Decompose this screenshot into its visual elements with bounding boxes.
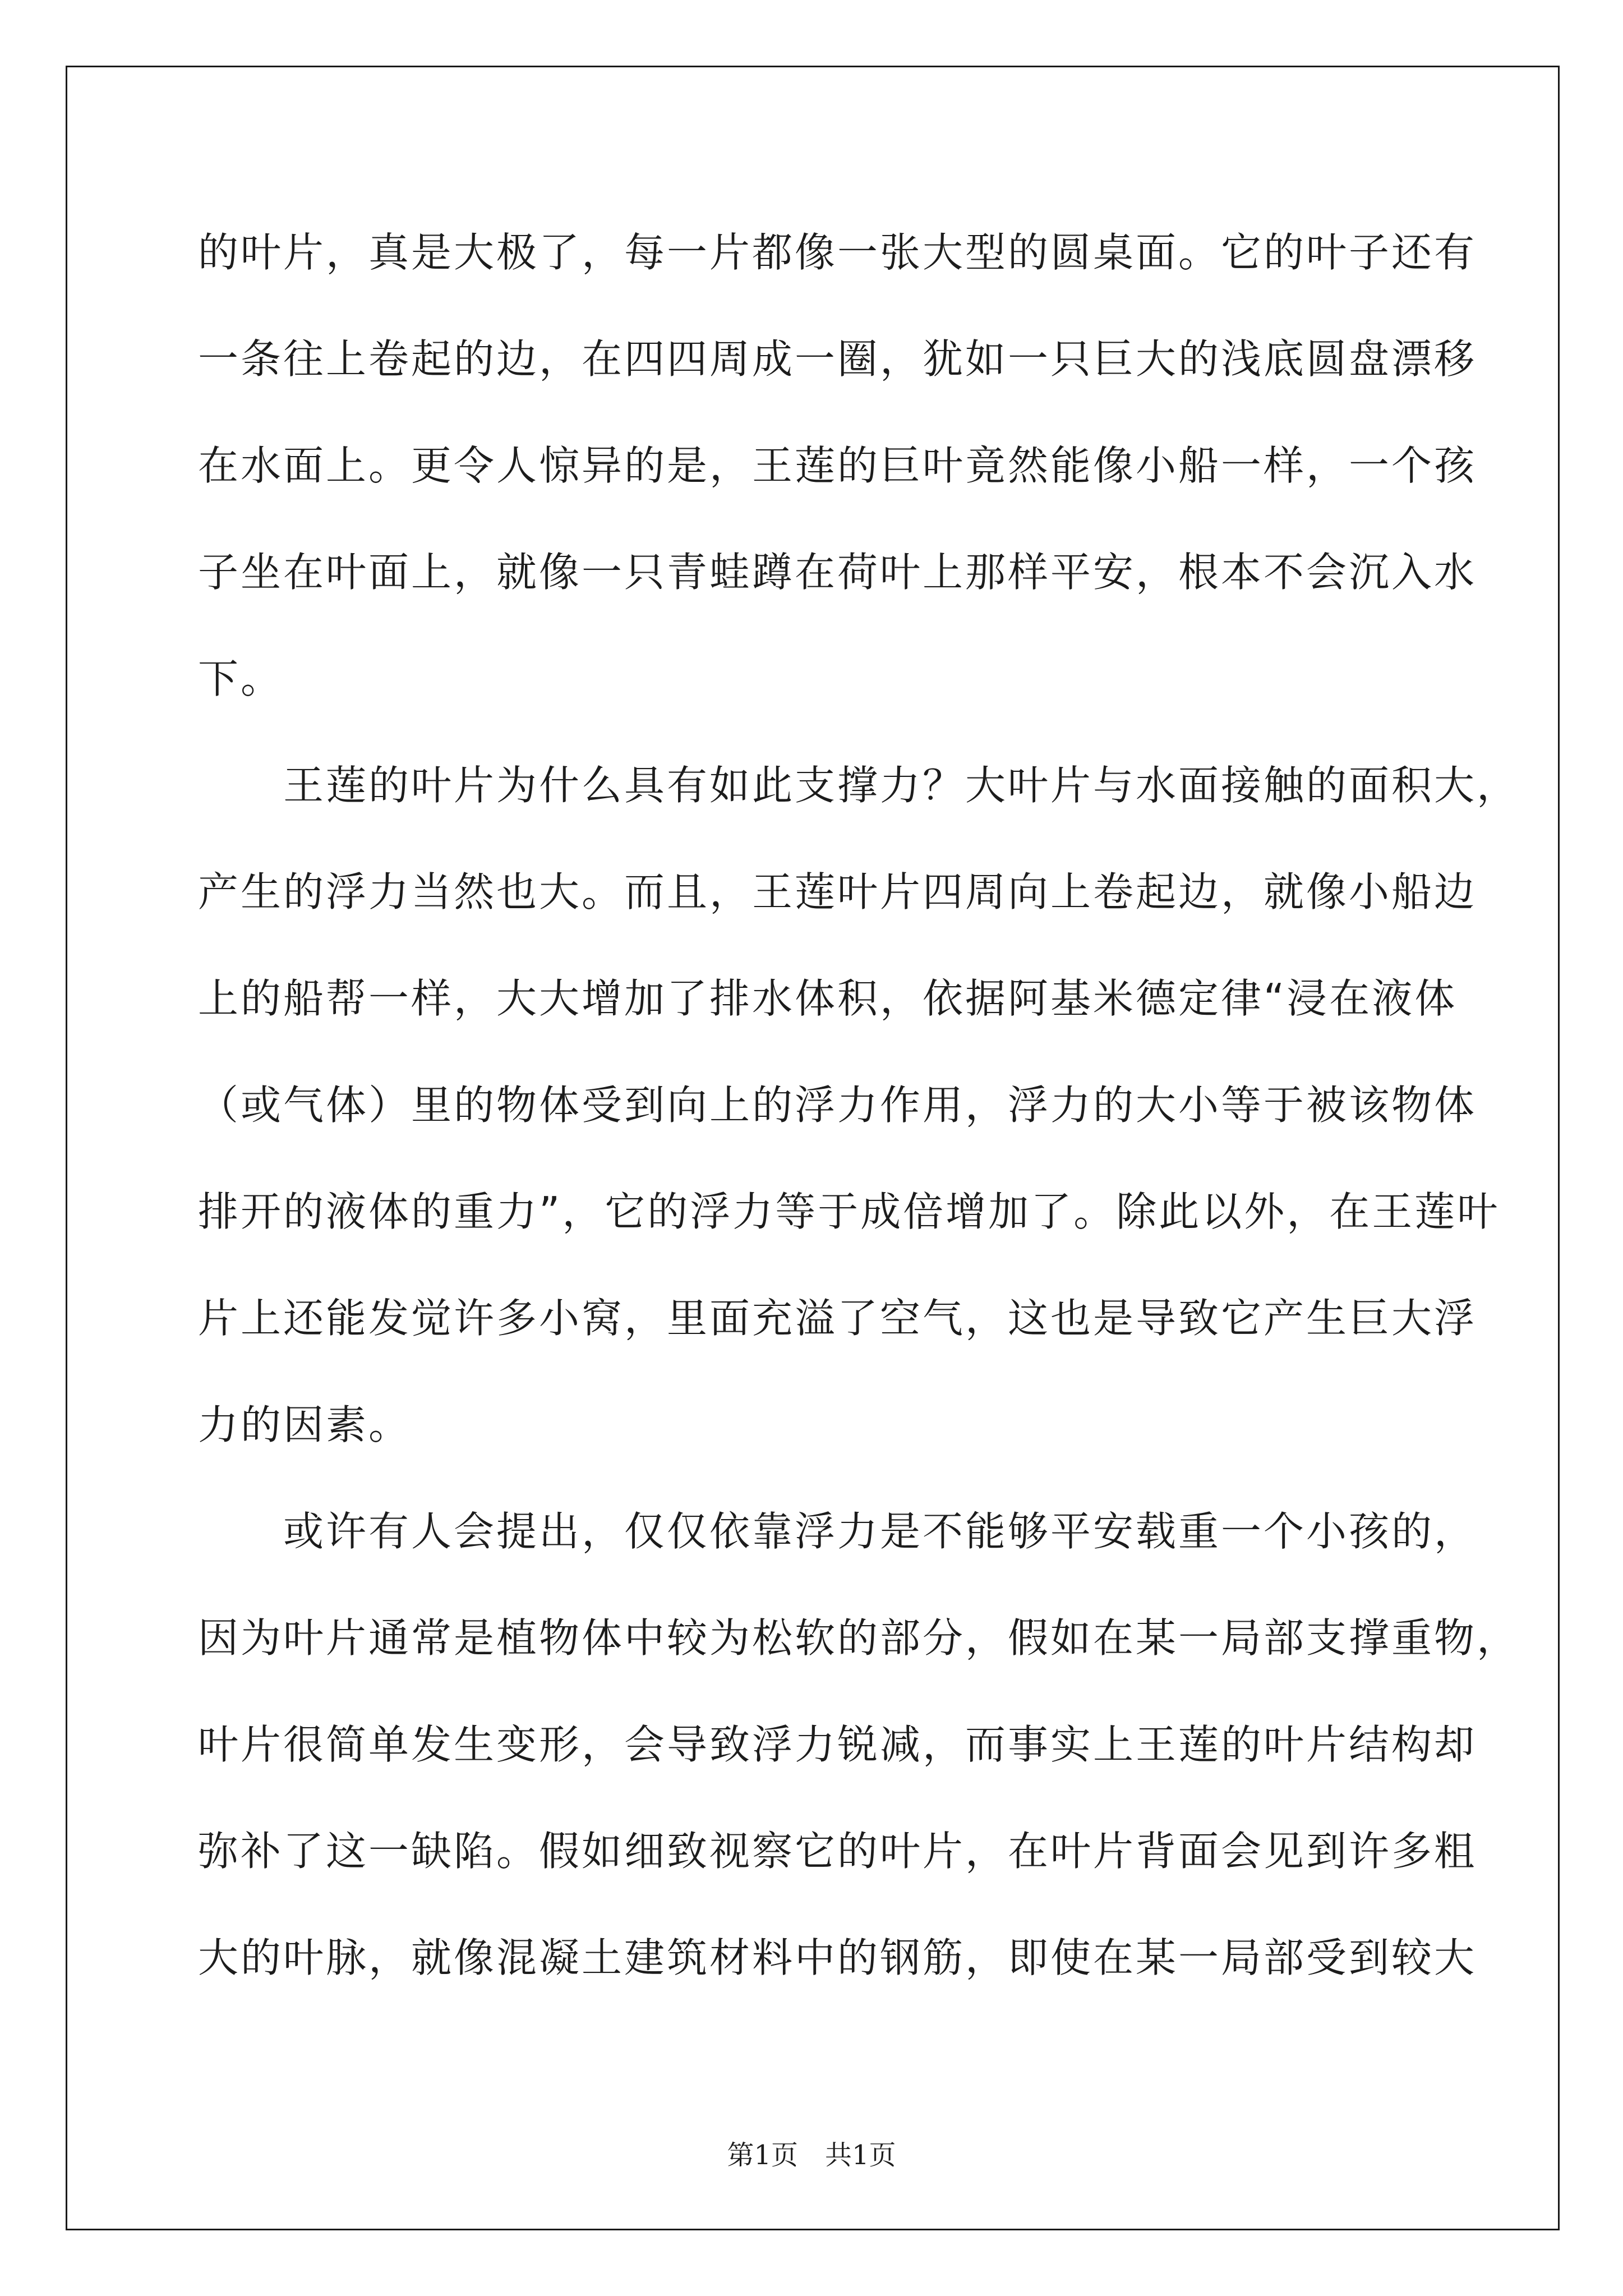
body-text-line: 一条往上卷起的边，在四四周成一圈，犹如一只巨大的浅底圆盘漂移 [198,335,1477,383]
page-footer: 第1页 共1页 [727,2139,896,2171]
body-text-line: 在水面上。更令人惊异的是，王莲的巨叶竟然能像小船一样，一个孩 [198,442,1477,489]
body-text-line: （或气体）里的物体受到向上的浮力作用，浮力的大小等于被该物体 [198,1082,1477,1129]
body-text-line: 排开的液体的重力”，它的浮力等于成倍增加了。除此以外，在王莲叶 [198,1188,1500,1235]
body-text-line: 片上还能发觉许多小窝，里面充溢了空气，这也是导致它产生巨大浮 [198,1295,1477,1342]
body-text-line: 王莲的叶片为什么具有如此支撑力？大叶片与水面接触的面积大， [198,762,1520,809]
body-text-line: 下。 [198,655,284,702]
body-text-line: 的叶片，真是大极了，每一片都像一张大型的圆桌面。它的叶子还有 [198,229,1477,276]
body-text-line: 叶片很简单发生变形，会导致浮力锐减，而事实上王莲的叶片结构却 [198,1721,1477,1768]
body-text-line: 或许有人会提出，仅仅依靠浮力是不能够平安载重一个小孩的， [198,1508,1477,1555]
body-text-line: 产生的浮力当然也大。而且，王莲叶片四周向上卷起边，就像小船边 [198,868,1477,915]
body-text-line: 上的船帮一样，大大增加了排水体积，依据阿基米德定律“浸在液体 [198,975,1458,1022]
body-text-line: 因为叶片通常是植物体中较为松软的部分，假如在某一局部支撑重物， [198,1614,1520,1662]
body-text-line: 大的叶脉，就像混凝土建筑材料中的钢筋，即使在某一局部受到较大 [198,1934,1477,1981]
body-text-line: 子坐在叶面上，就像一只青蛙蹲在荷叶上那样平安，根本不会沉入水 [198,549,1477,596]
page-border [66,66,1560,2230]
body-text-line: 力的因素。 [198,1401,412,1448]
body-text-line: 弥补了这一缺陷。假如细致视察它的叶片，在叶片背面会见到许多粗 [198,1828,1477,1875]
